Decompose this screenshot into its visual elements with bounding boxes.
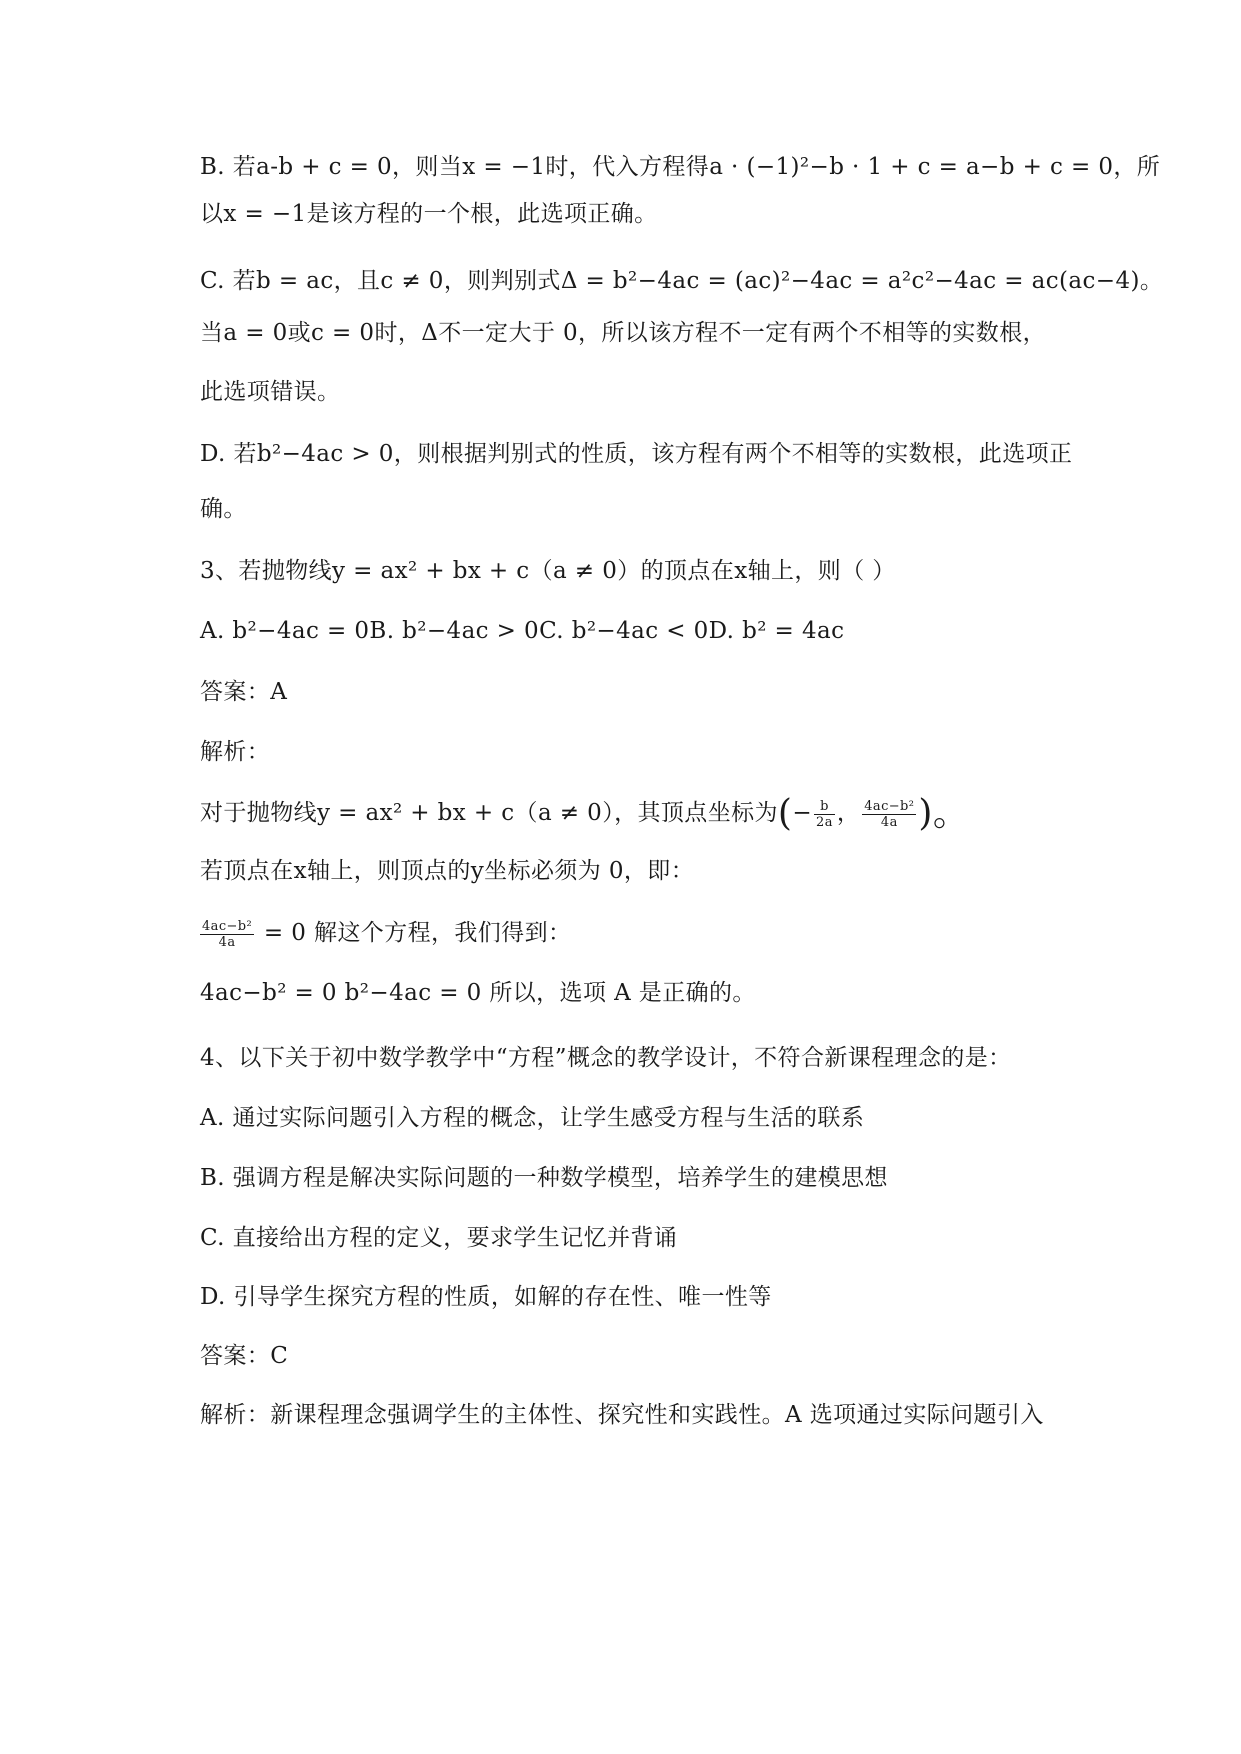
text-line: 当a = 0或c = 0时，Δ不一定大于 0，所以该方程不一定有两个不相等的实数根， <box>200 320 1047 346</box>
open-paren: ( <box>777 793 793 834</box>
text-line: C. 若b = ac，且c ≠ 0，则判别式Δ = b²−4ac = (ac)²−4ac = a²c²−4ac = ac(ac−4)。 <box>200 268 1164 294</box>
option-a: A. 通过实际问题引入方程的概念，让学生感受方程与生活的联系 <box>200 1105 865 1131</box>
text-line: 若顶点在x轴上，则顶点的y坐标必须为 0，即： <box>200 858 695 884</box>
analysis-text: 解析：新课程理念强调学生的主体性、探究性和实践性。A 选项通过实际问题引入 <box>200 1402 1044 1428</box>
analysis-label: 解析： <box>200 739 271 765</box>
question-3: 3、若抛物线y = ax² + bx + c（a ≠ 0）的顶点在x轴上，则（ ） <box>200 558 896 584</box>
neg-sign: − <box>792 800 813 826</box>
text-line: B. 若a-b + c = 0，则当x = −1时，代入方程得a · (−1)²−b · 1 + c = a−b + c = 0，所 <box>200 154 1161 180</box>
option-c: C. 直接给出方程的定义，要求学生记忆并背诵 <box>200 1225 678 1251</box>
comma: ， <box>836 800 861 826</box>
text-line: 此选项错误。 <box>200 379 341 405</box>
answer-label: 答案：A <box>200 679 288 705</box>
text-line: 以x = −1是该方程的一个根，此选项正确。 <box>200 201 658 227</box>
fraction-vertex-y: $\frac{\text{4ac−b²}}{4a}$ <box>864 798 915 830</box>
option-b: B. 强调方程是解决实际问题的一种数学模型，培养学生的建模思想 <box>200 1165 888 1191</box>
answer-label: 答案：C <box>200 1343 289 1369</box>
question-3-options: A. b²−4ac = 0B. b²−4ac > 0C. b²−4ac < 0D. b² = 4ac <box>200 618 845 644</box>
vertex-prefix: 对于抛物线y = ax² + bx + c（a ≠ 0），其顶点坐标为 <box>200 800 778 826</box>
close-paren: )。 <box>918 793 970 834</box>
question-4: 4、以下关于初中数学教学中“方程”概念的教学设计，不符合新课程理念的是： <box>200 1045 1012 1071</box>
text-line: 确。 <box>200 496 247 522</box>
equation-suffix: = 0 解这个方程，我们得到： <box>256 920 572 946</box>
option-d: D. 引导学生探究方程的性质，如解的存在性、唯一性等 <box>200 1284 772 1310</box>
text-line: D. 若b²−4ac > 0，则根据判别式的性质，该方程有两个不相等的实数根，此选项正 <box>200 441 1073 467</box>
vertex-formula-line <box>200 793 1100 834</box>
fraction-b-over-2a: $\frac{b}{2a}$ <box>816 798 833 830</box>
equation-line <box>200 916 1100 950</box>
fraction-equation: $\frac{\text{4ac−b²}}{4a}$ <box>202 918 253 950</box>
text-line: 4ac−b² = 0 b²−4ac = 0 所以，选项 A 是正确的。 <box>200 980 756 1006</box>
